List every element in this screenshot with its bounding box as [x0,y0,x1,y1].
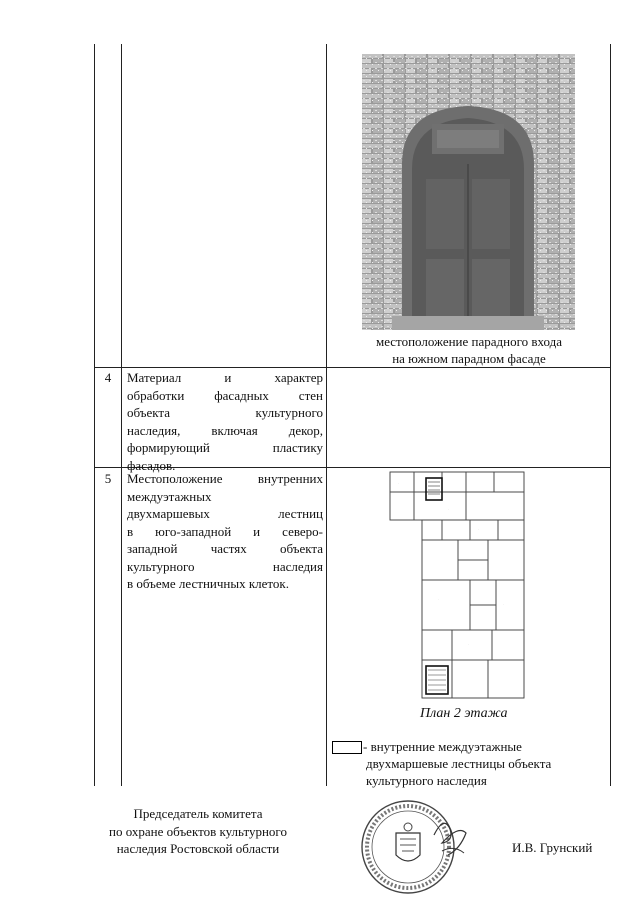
description-line: наследия, включая декор, [127,422,323,438]
description-line: западной частях объекта [127,541,323,556]
description-line: обработки фасадных стен [127,387,323,403]
legend-line: - внутренние междуэтажные [363,739,522,754]
svg-text:·: · [503,602,504,606]
description-line: формирующий пластику [127,440,323,455]
position-line: Председатель комитета [133,806,263,821]
table-border-col1 [121,44,122,786]
legend-swatch [332,741,362,754]
svg-text:·: · [398,481,399,485]
legend-line: культурного наследия [366,773,487,788]
legend-text [363,738,603,789]
row-number: 4 [104,370,112,385]
svg-text:·: · [438,597,439,601]
signatory-name: И.В. Грунский [512,840,593,855]
row-description [127,369,323,474]
legend-line: двухмаршевые лестницы объекта [366,756,552,771]
table-border-right [610,44,611,786]
row-description [127,470,323,593]
position-line: наследия Ростовской области [116,841,280,856]
description-line: Местоположение внутренних [127,471,323,486]
second-floor-plan [388,470,526,700]
plan-caption: План 2 этажа [420,706,508,721]
description-line: объекта культурного [127,405,323,420]
description-line: междуэтажных [127,488,212,504]
svg-text:·: · [448,507,449,511]
svg-text:·: · [478,527,479,531]
svg-text:·: · [468,642,469,646]
description-line: фасадов. [127,457,176,473]
entrance-door-photo [362,54,575,330]
photo-caption [330,333,608,367]
row-divider [94,367,610,368]
photo-caption-line: местоположение парадного входа [375,334,563,349]
description-line: двухмаршевых лестниц [127,506,323,521]
description-line: в юго-западной и северо- [127,523,323,539]
signatory-position [88,805,308,858]
description-line: культурного наследия [127,558,323,574]
position-line: по охране объектов культурного [109,823,287,839]
description-line: в объеме лестничных клеток. [127,576,289,591]
row-number: 5 [104,471,112,486]
official-seal-stamp [346,795,474,895]
photo-caption-line: на южном парадном фасаде [392,351,546,366]
table-border-left [94,44,95,786]
description-line: Материал и характер [127,370,323,385]
table-border-col2 [326,44,327,786]
